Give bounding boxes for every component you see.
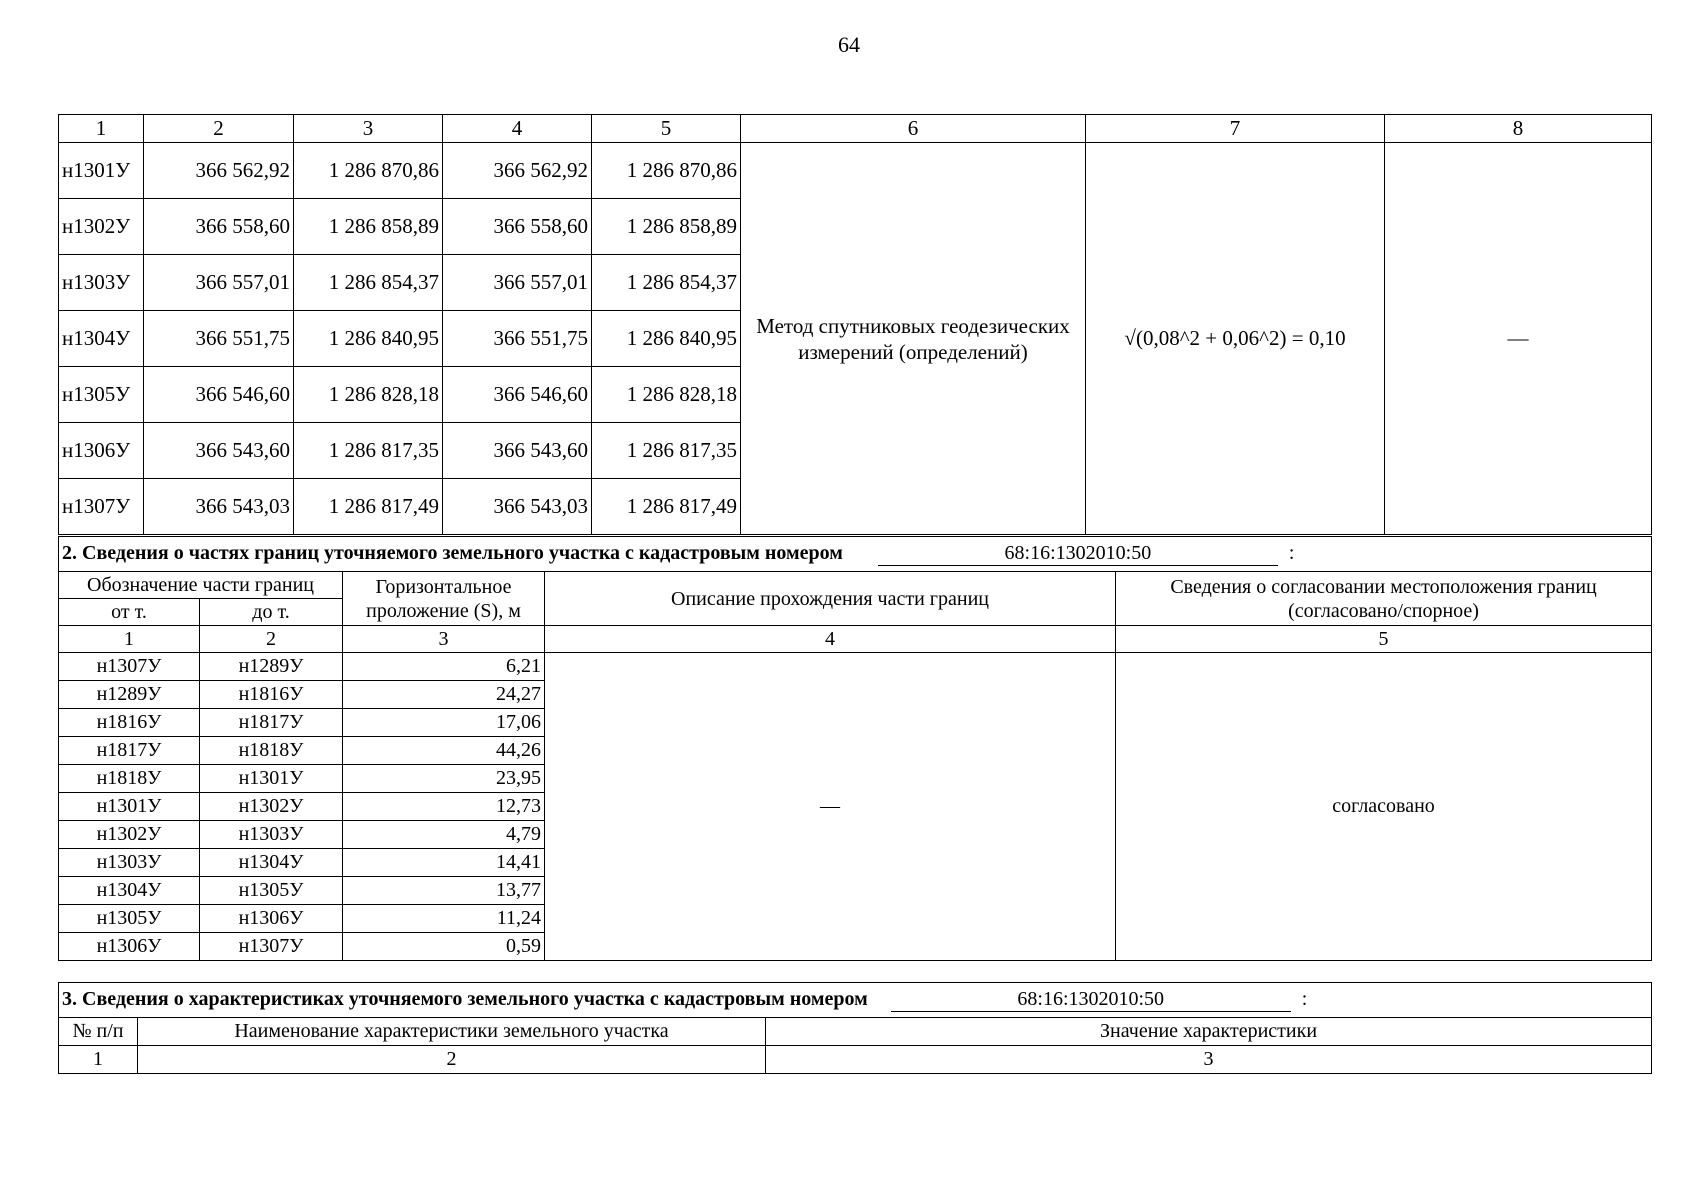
to-point: н1301У — [200, 765, 343, 793]
header-row — [59, 115, 1652, 143]
col-number: 6 — [741, 115, 1086, 143]
coord-y: 1 286 840,95 — [294, 311, 443, 367]
col8-cell: — — [1385, 143, 1652, 535]
coord-x: 366 562,92 — [144, 143, 294, 199]
col-number: 3 — [294, 115, 443, 143]
section-3-cadastral-number: 68:16:1302010:50 — [891, 988, 1291, 1012]
horizontal-length: 11,24 — [343, 905, 545, 933]
from-point: н1305У — [59, 905, 200, 933]
coord-x: 366 557,01 — [443, 255, 592, 311]
col-number: 7 — [1086, 115, 1385, 143]
coord-y: 1 286 858,89 — [592, 199, 741, 255]
from-point: н1304У — [59, 877, 200, 905]
coord-y: 1 286 817,49 — [294, 479, 443, 535]
point-name: н1301У — [59, 143, 144, 199]
point-name: н1302У — [59, 199, 144, 255]
coord-x: 366 558,60 — [443, 199, 592, 255]
col-number: 8 — [1385, 115, 1652, 143]
point-name: н1304У — [59, 311, 144, 367]
from-point: н1306У — [59, 933, 200, 961]
header-row — [59, 572, 1652, 599]
col-number: 1 — [59, 115, 144, 143]
horizontal-length: 4,79 — [343, 821, 545, 849]
from-point: н1307У — [59, 653, 200, 681]
to-point: н1303У — [200, 821, 343, 849]
method-cell: Метод спутниковых геодезических измерений (определений) — [741, 143, 1086, 535]
table-row — [59, 653, 1652, 681]
coord-x: 366 551,75 — [443, 311, 592, 367]
point-name: н1305У — [59, 367, 144, 423]
coord-x: 366 546,60 — [443, 367, 592, 423]
coord-x: 366 562,92 — [443, 143, 592, 199]
coord-y: 1 286 817,49 — [592, 479, 741, 535]
coord-y: 1 286 828,18 — [592, 367, 741, 423]
horizontal-length: 0,59 — [343, 933, 545, 961]
to-point: н1816У — [200, 681, 343, 709]
to-point: н1305У — [200, 877, 343, 905]
coord-x: 366 543,60 — [443, 423, 592, 479]
section-3-colon: : — [1301, 988, 1308, 1010]
to-point: н1818У — [200, 737, 343, 765]
coord-y: 1 286 854,37 — [294, 255, 443, 311]
coord-y: 1 286 854,37 — [592, 255, 741, 311]
point-name: н1303У — [59, 255, 144, 311]
coord-x: 366 543,03 — [443, 479, 592, 535]
col-number: 2 — [144, 115, 294, 143]
col-number: 3 — [343, 626, 545, 653]
coord-y: 1 286 870,86 — [592, 143, 741, 199]
to-point: н1304У — [200, 849, 343, 877]
horizontal-length: 44,26 — [343, 737, 545, 765]
coord-x: 366 543,03 — [144, 479, 294, 535]
characteristics-table — [58, 982, 1652, 1074]
coord-y: 1 286 858,89 — [294, 199, 443, 255]
point-name: н1307У — [59, 479, 144, 535]
col-number: 1 — [59, 1046, 138, 1074]
value-header: Значение характеристики — [766, 1018, 1652, 1046]
name-header: Наименование характеристики земельного участка — [138, 1018, 766, 1046]
description-cell: — — [545, 653, 1116, 961]
point-name: н1306У — [59, 423, 144, 479]
horizontal-length: 6,21 — [343, 653, 545, 681]
agreement-cell: согласовано — [1116, 653, 1652, 961]
to-header: до т. — [200, 599, 343, 626]
page-number: 64 — [838, 32, 860, 57]
designation-header: Обозначение части границ — [59, 572, 343, 599]
col-number: 4 — [545, 626, 1116, 653]
section-2-title: 2. Сведения о частях границ уточняемого земельного участка с кадастровым номером — [62, 542, 843, 564]
to-point: н1306У — [200, 905, 343, 933]
coord-x: 366 543,60 — [144, 423, 294, 479]
horizontal-length: 13,77 — [343, 877, 545, 905]
coord-y: 1 286 817,35 — [294, 423, 443, 479]
col-number: 5 — [592, 115, 741, 143]
from-point: н1289У — [59, 681, 200, 709]
description-header: Описание прохождения части границ — [545, 572, 1116, 626]
coord-y: 1 286 817,35 — [592, 423, 741, 479]
section-3-row — [59, 983, 1652, 1018]
horizontal-length: 17,06 — [343, 709, 545, 737]
accuracy-cell: √(0,08^2 + 0,06^2) = 0,10 — [1086, 143, 1385, 535]
from-point: н1303У — [59, 849, 200, 877]
col-number: 2 — [138, 1046, 766, 1074]
coordinates-table — [58, 114, 1652, 535]
horizontal-length: 12,73 — [343, 793, 545, 821]
from-point: н1301У — [59, 793, 200, 821]
col-number: 1 — [59, 626, 200, 653]
coord-x: 366 546,60 — [144, 367, 294, 423]
to-point: н1302У — [200, 793, 343, 821]
coord-y: 1 286 828,18 — [294, 367, 443, 423]
col-number: 2 — [200, 626, 343, 653]
to-point: н1289У — [200, 653, 343, 681]
boundary-parts-table — [58, 536, 1652, 961]
coord-x: 366 551,75 — [144, 311, 294, 367]
section-3-title-cell — [59, 983, 1652, 1018]
to-point: н1817У — [200, 709, 343, 737]
header-row — [59, 1018, 1652, 1046]
from-point: н1816У — [59, 709, 200, 737]
from-point: н1817У — [59, 737, 200, 765]
from-point: н1302У — [59, 821, 200, 849]
section-2-row — [59, 537, 1652, 572]
table-row — [59, 143, 1652, 199]
agreement-header: Сведения о согласовании местоположения границ (согласовано/спорное) — [1116, 572, 1652, 626]
from-header: от т. — [59, 599, 200, 626]
horizontal-header: Горизонтальное проложение (S), м — [343, 572, 545, 626]
coord-x: 366 557,01 — [144, 255, 294, 311]
section-3-title: 3. Сведения о характеристиках уточняемого земельного участка с кадастровым номером — [62, 988, 868, 1010]
from-point: н1818У — [59, 765, 200, 793]
number-row — [59, 1046, 1652, 1074]
to-point: н1307У — [200, 933, 343, 961]
section-2-colon: : — [1288, 542, 1295, 564]
coord-y: 1 286 870,86 — [294, 143, 443, 199]
col-number: 3 — [766, 1046, 1652, 1074]
number-row — [59, 626, 1652, 653]
coord-y: 1 286 840,95 — [592, 311, 741, 367]
section-2-cadastral-number: 68:16:1302010:50 — [878, 542, 1278, 566]
num-header: № п/п — [59, 1018, 138, 1046]
section-2-title-cell — [59, 537, 1652, 572]
col-number: 5 — [1116, 626, 1652, 653]
horizontal-length: 24,27 — [343, 681, 545, 709]
coord-x: 366 558,60 — [144, 199, 294, 255]
horizontal-length: 23,95 — [343, 765, 545, 793]
col-number: 4 — [443, 115, 592, 143]
horizontal-length: 14,41 — [343, 849, 545, 877]
